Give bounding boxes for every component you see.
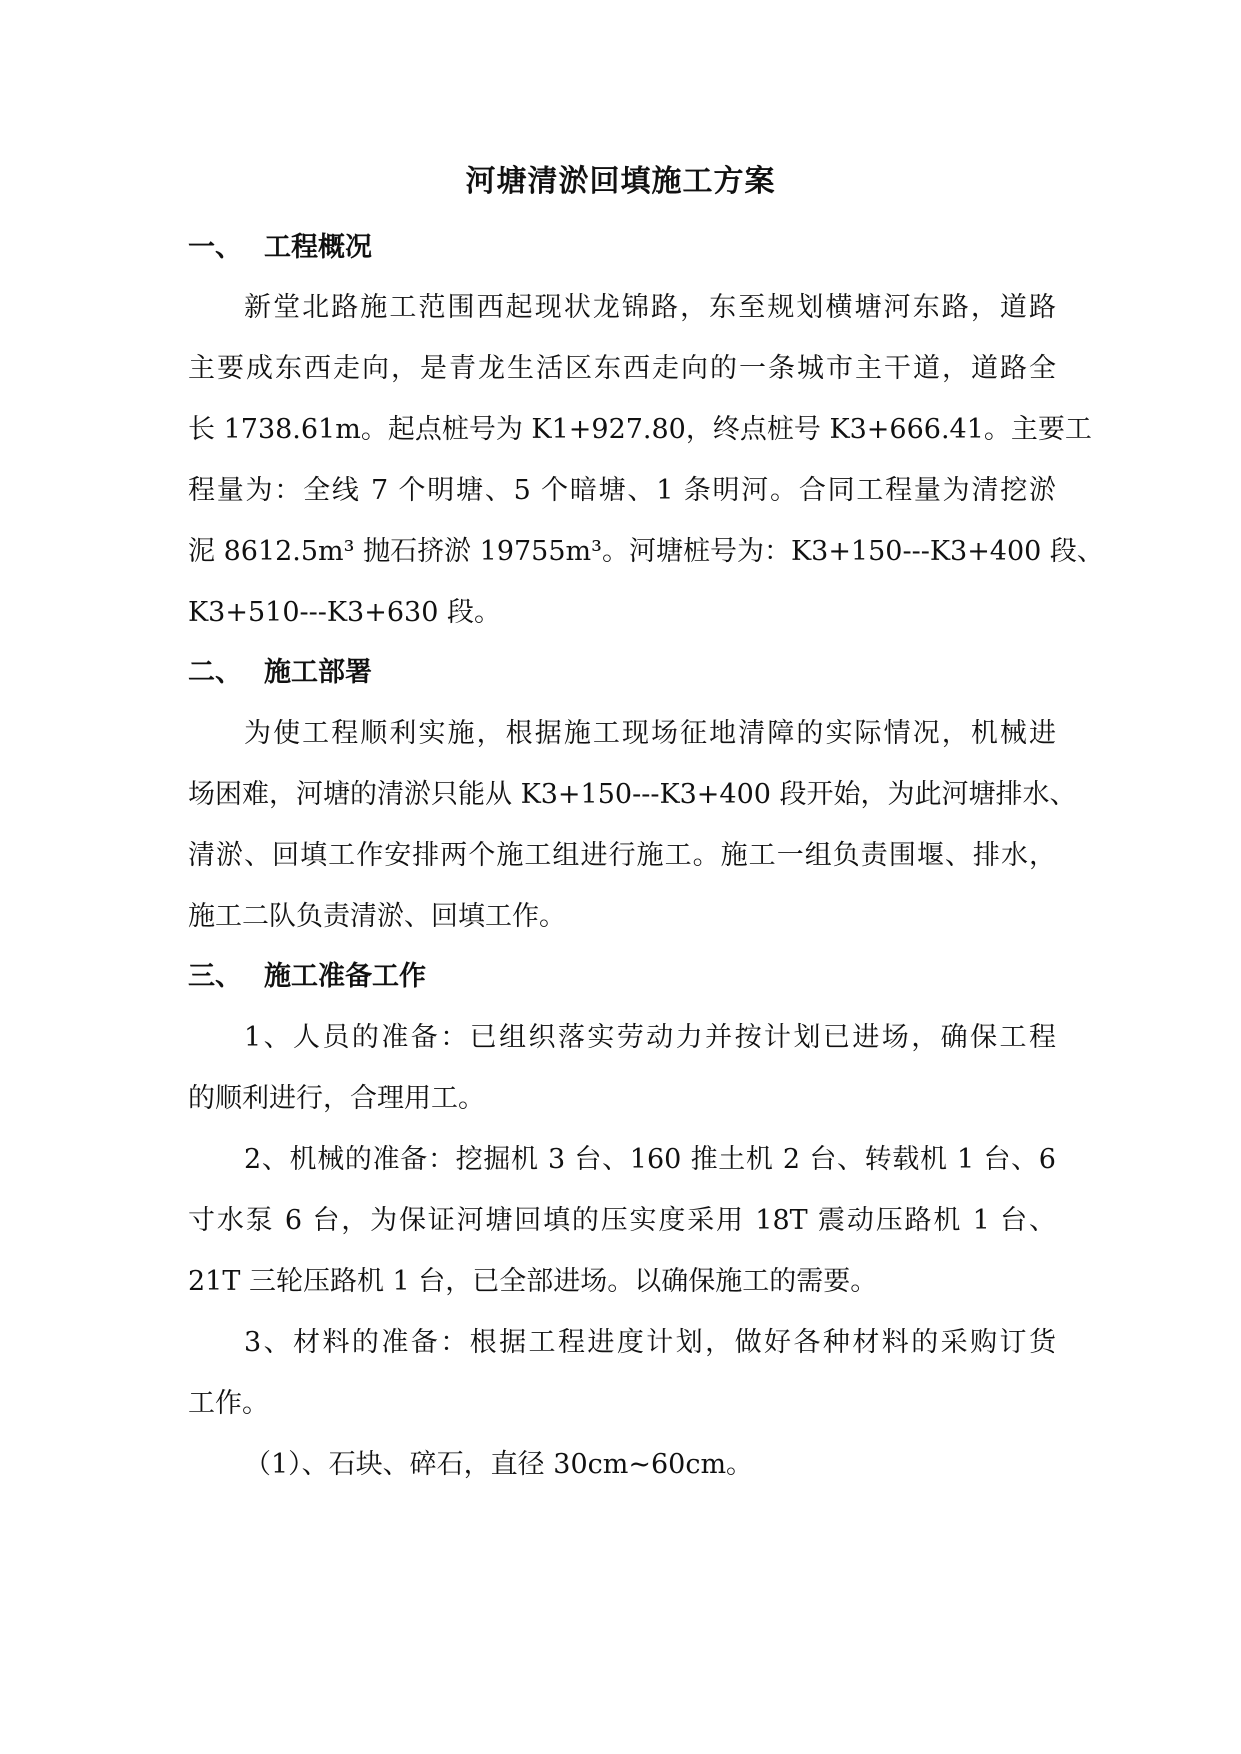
paragraph-line: 3、材料的准备：根据工程进度计划，做好各种材料的采购订货 [244, 1327, 1056, 1358]
paragraph-line: 主要成东西走向，是青龙生活区东西走向的一条城市主干道，道路全 [188, 353, 1056, 384]
paragraph-line: K3+510---K3+630 段。 [188, 597, 501, 628]
paragraph-line: 泥 8612.5m³ 抛石挤淤 19755m³。河塘桩号为：K3+150---K3+400 段、 [188, 536, 1104, 567]
section-number: 一、 [188, 232, 242, 263]
section-number: 二、 [188, 657, 242, 688]
paragraph-line: 21T 三轮压路机 1 台，已全部进场。以确保施工的需要。 [188, 1266, 878, 1297]
paragraph-line: 工作。 [188, 1388, 269, 1419]
paragraph-line: 新堂北路施工范围西起现状龙锦路，东至规划横塘河东路，道路 [244, 292, 1056, 323]
section-heading-2 [188, 655, 372, 691]
paragraph-line: 长 1738.61m。起点桩号为 K1+927.80，终点桩号 K3+666.41。主要工 [188, 414, 1092, 445]
paragraph-line: 施工二队负责清淤、回填工作。 [188, 901, 566, 932]
paragraph-line: 场困难，河塘的清淤只能从 K3+150---K3+400 段开始，为此河塘排水、 [188, 779, 1077, 810]
section-title: 施工部署 [264, 657, 372, 688]
section-heading-1 [188, 230, 372, 266]
paragraph-line: （1）、石块、碎石，直径 30cm~60cm。 [244, 1449, 754, 1480]
paragraph-line: 寸水泵 6 台，为保证河塘回填的压实度采用 18T 震动压路机 1 台、 [188, 1205, 1056, 1236]
section-number: 三、 [188, 961, 242, 992]
document-title: 河塘清淤回填施工方案 [465, 164, 776, 199]
paragraph-line: 的顺利进行，合理用工。 [188, 1083, 485, 1114]
paragraph-line: 1、人员的准备：已组织落实劳动力并按计划已进场，确保工程 [244, 1022, 1056, 1053]
paragraph-line: 2、机械的准备：挖掘机 3 台、160 推土机 2 台、转载机 1 台、6 [244, 1144, 1056, 1175]
paragraph-line: 为使工程顺利实施，根据施工现场征地清障的实际情况，机械进 [244, 718, 1056, 749]
paragraph-line: 程量为：全线 7 个明塘、5 个暗塘、1 条明河。合同工程量为清挖淤 [188, 475, 1056, 506]
section-title: 施工准备工作 [264, 961, 426, 992]
paragraph-line: 清淤、回填工作安排两个施工组进行施工。施工一组负责围堰、排水， [188, 840, 1056, 871]
section-title: 工程概况 [264, 232, 372, 263]
section-heading-3 [188, 959, 426, 995]
